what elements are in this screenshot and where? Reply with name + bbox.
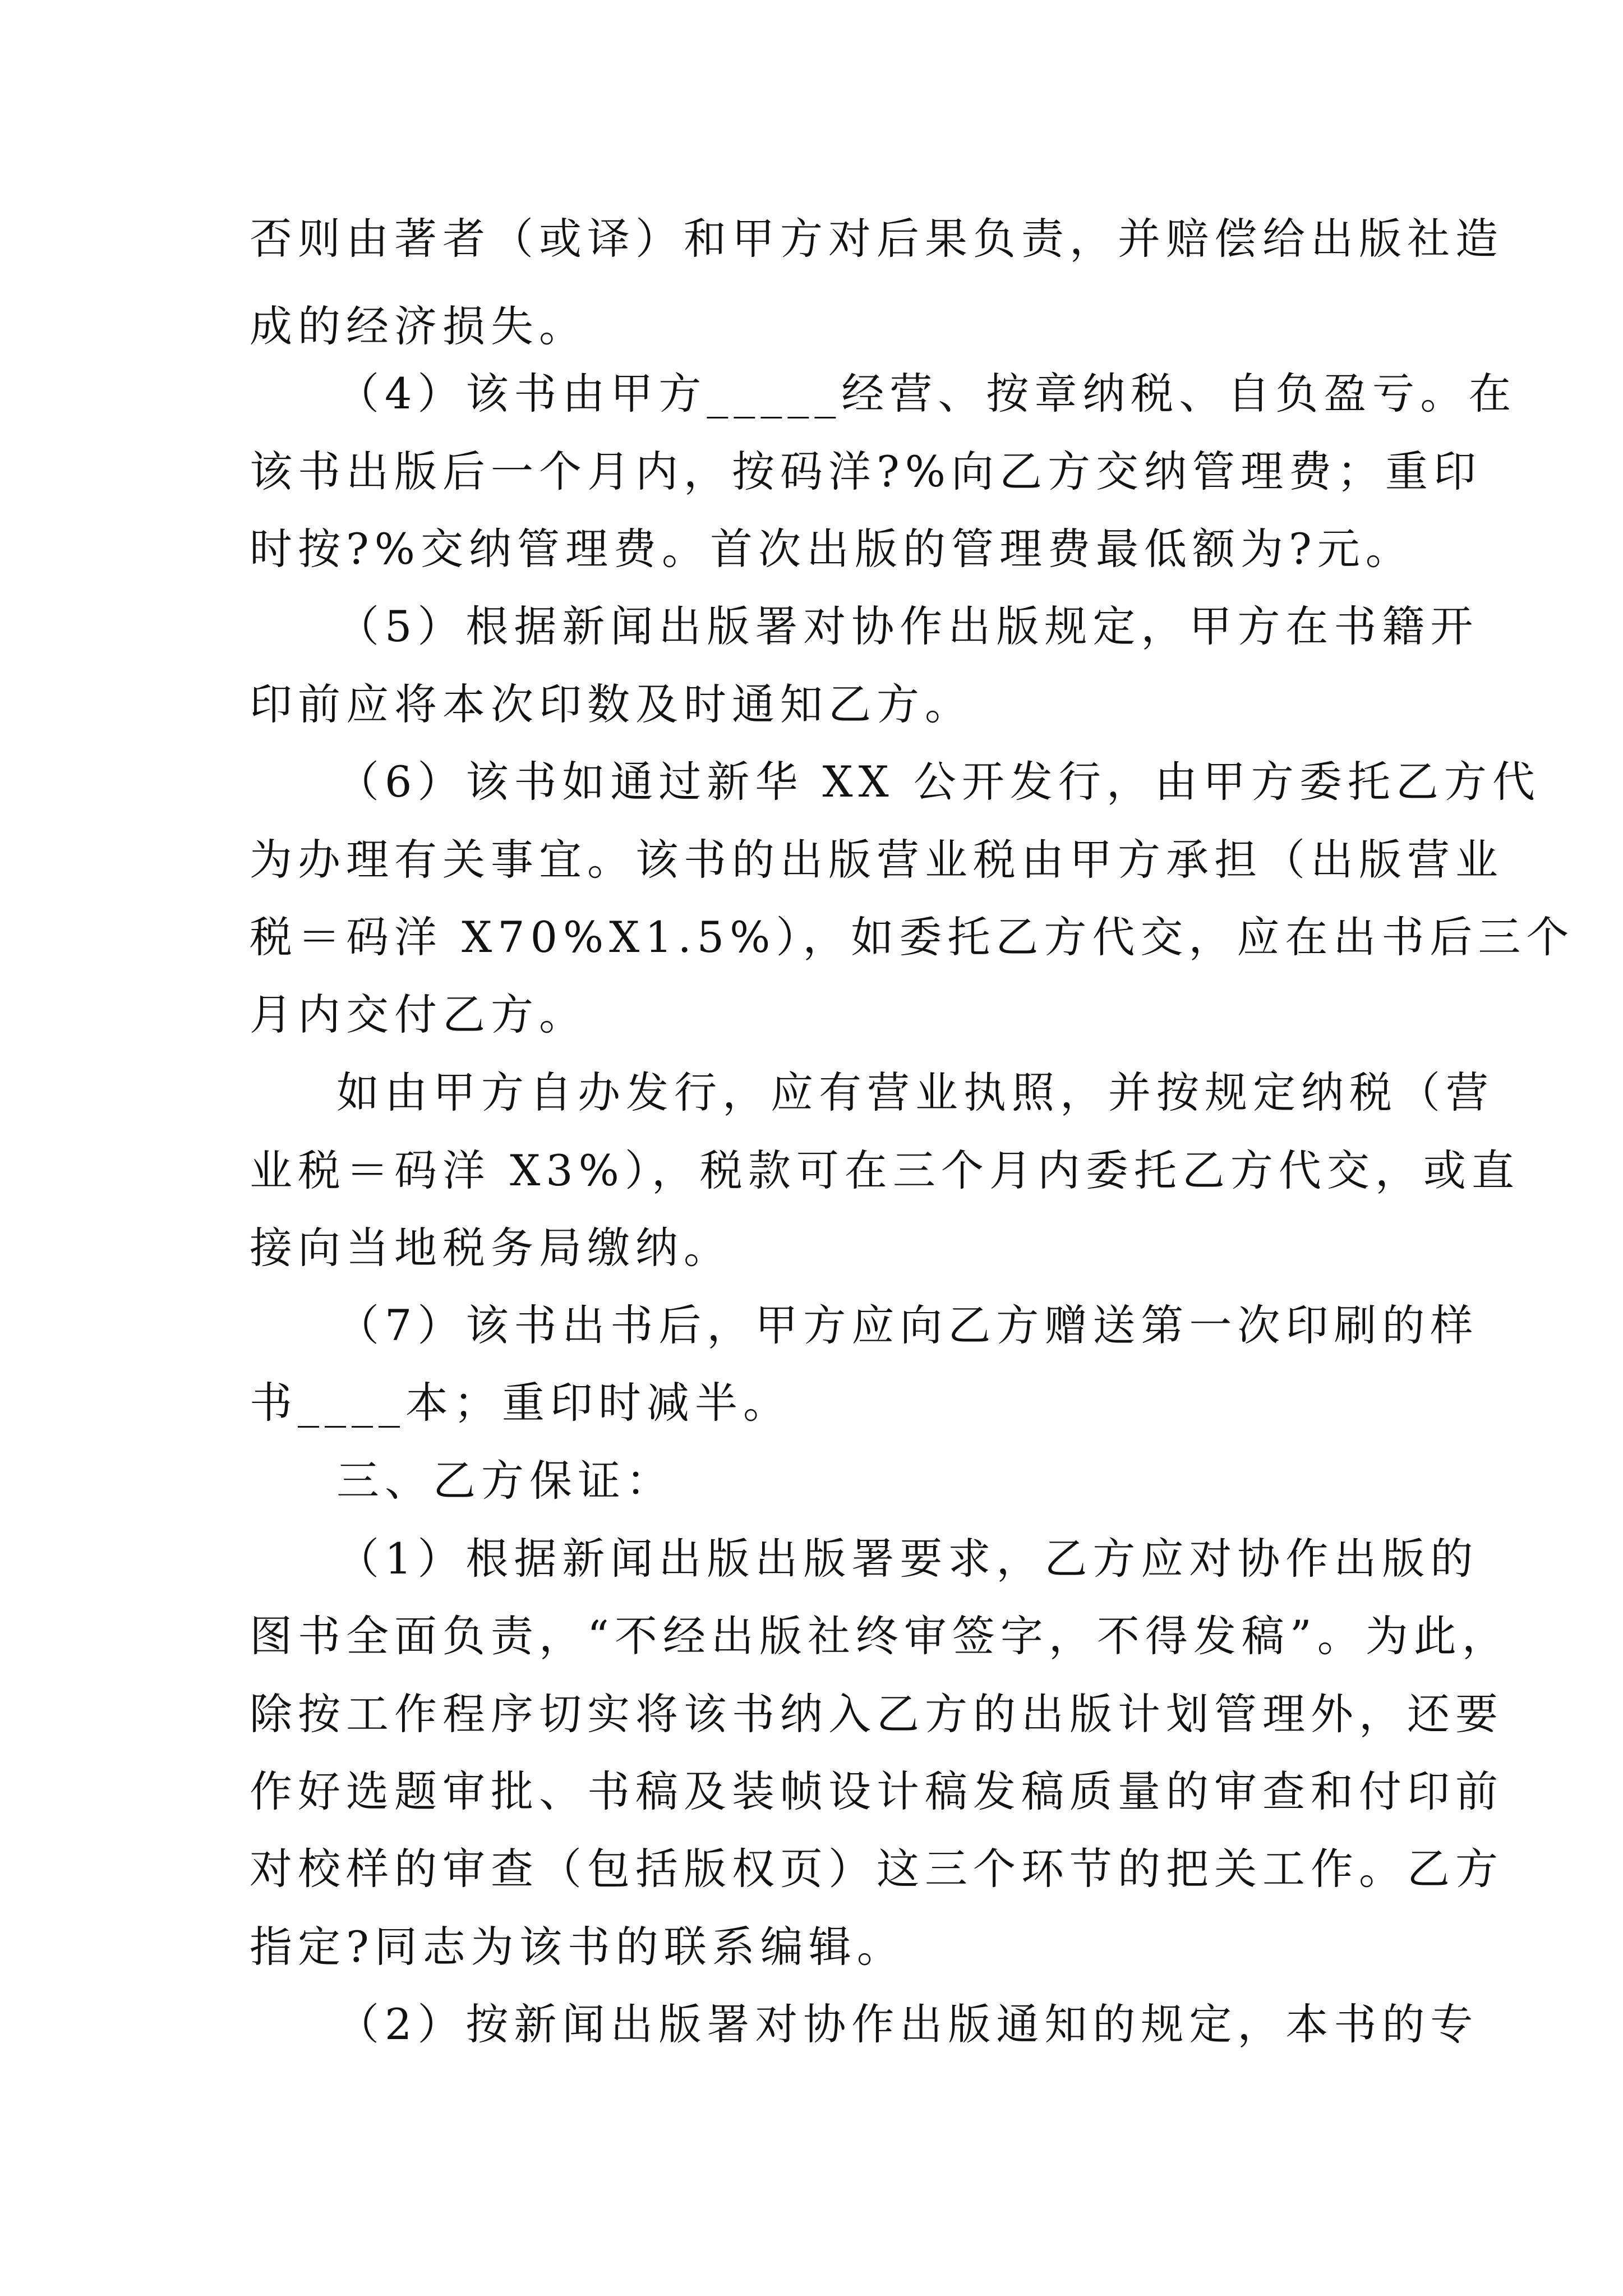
text-line: 税＝码洋 X70%X1.5%），如委托乙方代交，应在出书后三个 bbox=[250, 912, 1575, 962]
text-line: （4）该书由甲方_____经营、按章纳税、自负盈亏。在 bbox=[336, 369, 1517, 418]
text-line: （7）该书出书后，甲方应向乙方赠送第一次印刷的样 bbox=[336, 1300, 1479, 1350]
text-line: 月内交付乙方。 bbox=[250, 990, 587, 1039]
text-line: 否则由著者（或译）和甲方对后果负责，并赔偿给出版社造 bbox=[250, 214, 1504, 264]
text-line: 该书出版后一个月内，按码洋?%向乙方交纳管理费；重印 bbox=[250, 447, 1482, 496]
text-line: 接向当地税务局缴纳。 bbox=[250, 1223, 732, 1273]
text-line: （5）根据新闻出版署对协作出版规定，甲方在书籍开 bbox=[336, 601, 1479, 651]
text-line: 图书全面负责，“不经出版社终审签字，不得发稿”。为此， bbox=[250, 1611, 1510, 1661]
text-line: 为办理有关事宜。该书的出版营业税由甲方承担（出版营业 bbox=[250, 835, 1504, 885]
text-line: 对校样的审查（包括版权页）这三个环节的把关工作。乙方 bbox=[250, 1844, 1504, 1894]
text-line: 书____本；重印时减半。 bbox=[250, 1378, 791, 1428]
text-line: （1）根据新闻出版出版署要求，乙方应对协作出版的 bbox=[336, 1534, 1479, 1584]
text-line: 印前应将本次印数及时通知乙方。 bbox=[250, 679, 973, 729]
text-line: （6）该书如通过新华 XX 公开发行，由甲方委托乙方代 bbox=[336, 757, 1541, 807]
text-line: 业税＝码洋 X3%），税款可在三个月内委托乙方代交，或直 bbox=[250, 1145, 1520, 1195]
text-line: 除按工作程序切实将该书纳入乙方的出版计划管理外，还要 bbox=[250, 1689, 1504, 1739]
text-line: 指定?同志为该书的联系编辑。 bbox=[250, 1922, 905, 1972]
text-line: 如由甲方自办发行，应有营业执照，并按规定纳税（营 bbox=[336, 1068, 1494, 1117]
text-line: （2）按新闻出版署对协作出版通知的规定，本书的专 bbox=[336, 1999, 1479, 2049]
text-line: 成的经济损失。 bbox=[250, 301, 587, 351]
text-line: 时按?%交纳管理费。首次出版的管理费最低额为?元。 bbox=[250, 524, 1414, 574]
text-line: 作好选题审批、书稿及装帧设计稿发稿质量的审查和付印前 bbox=[250, 1766, 1504, 1816]
section-heading: 三、乙方保证： bbox=[336, 1456, 674, 1506]
